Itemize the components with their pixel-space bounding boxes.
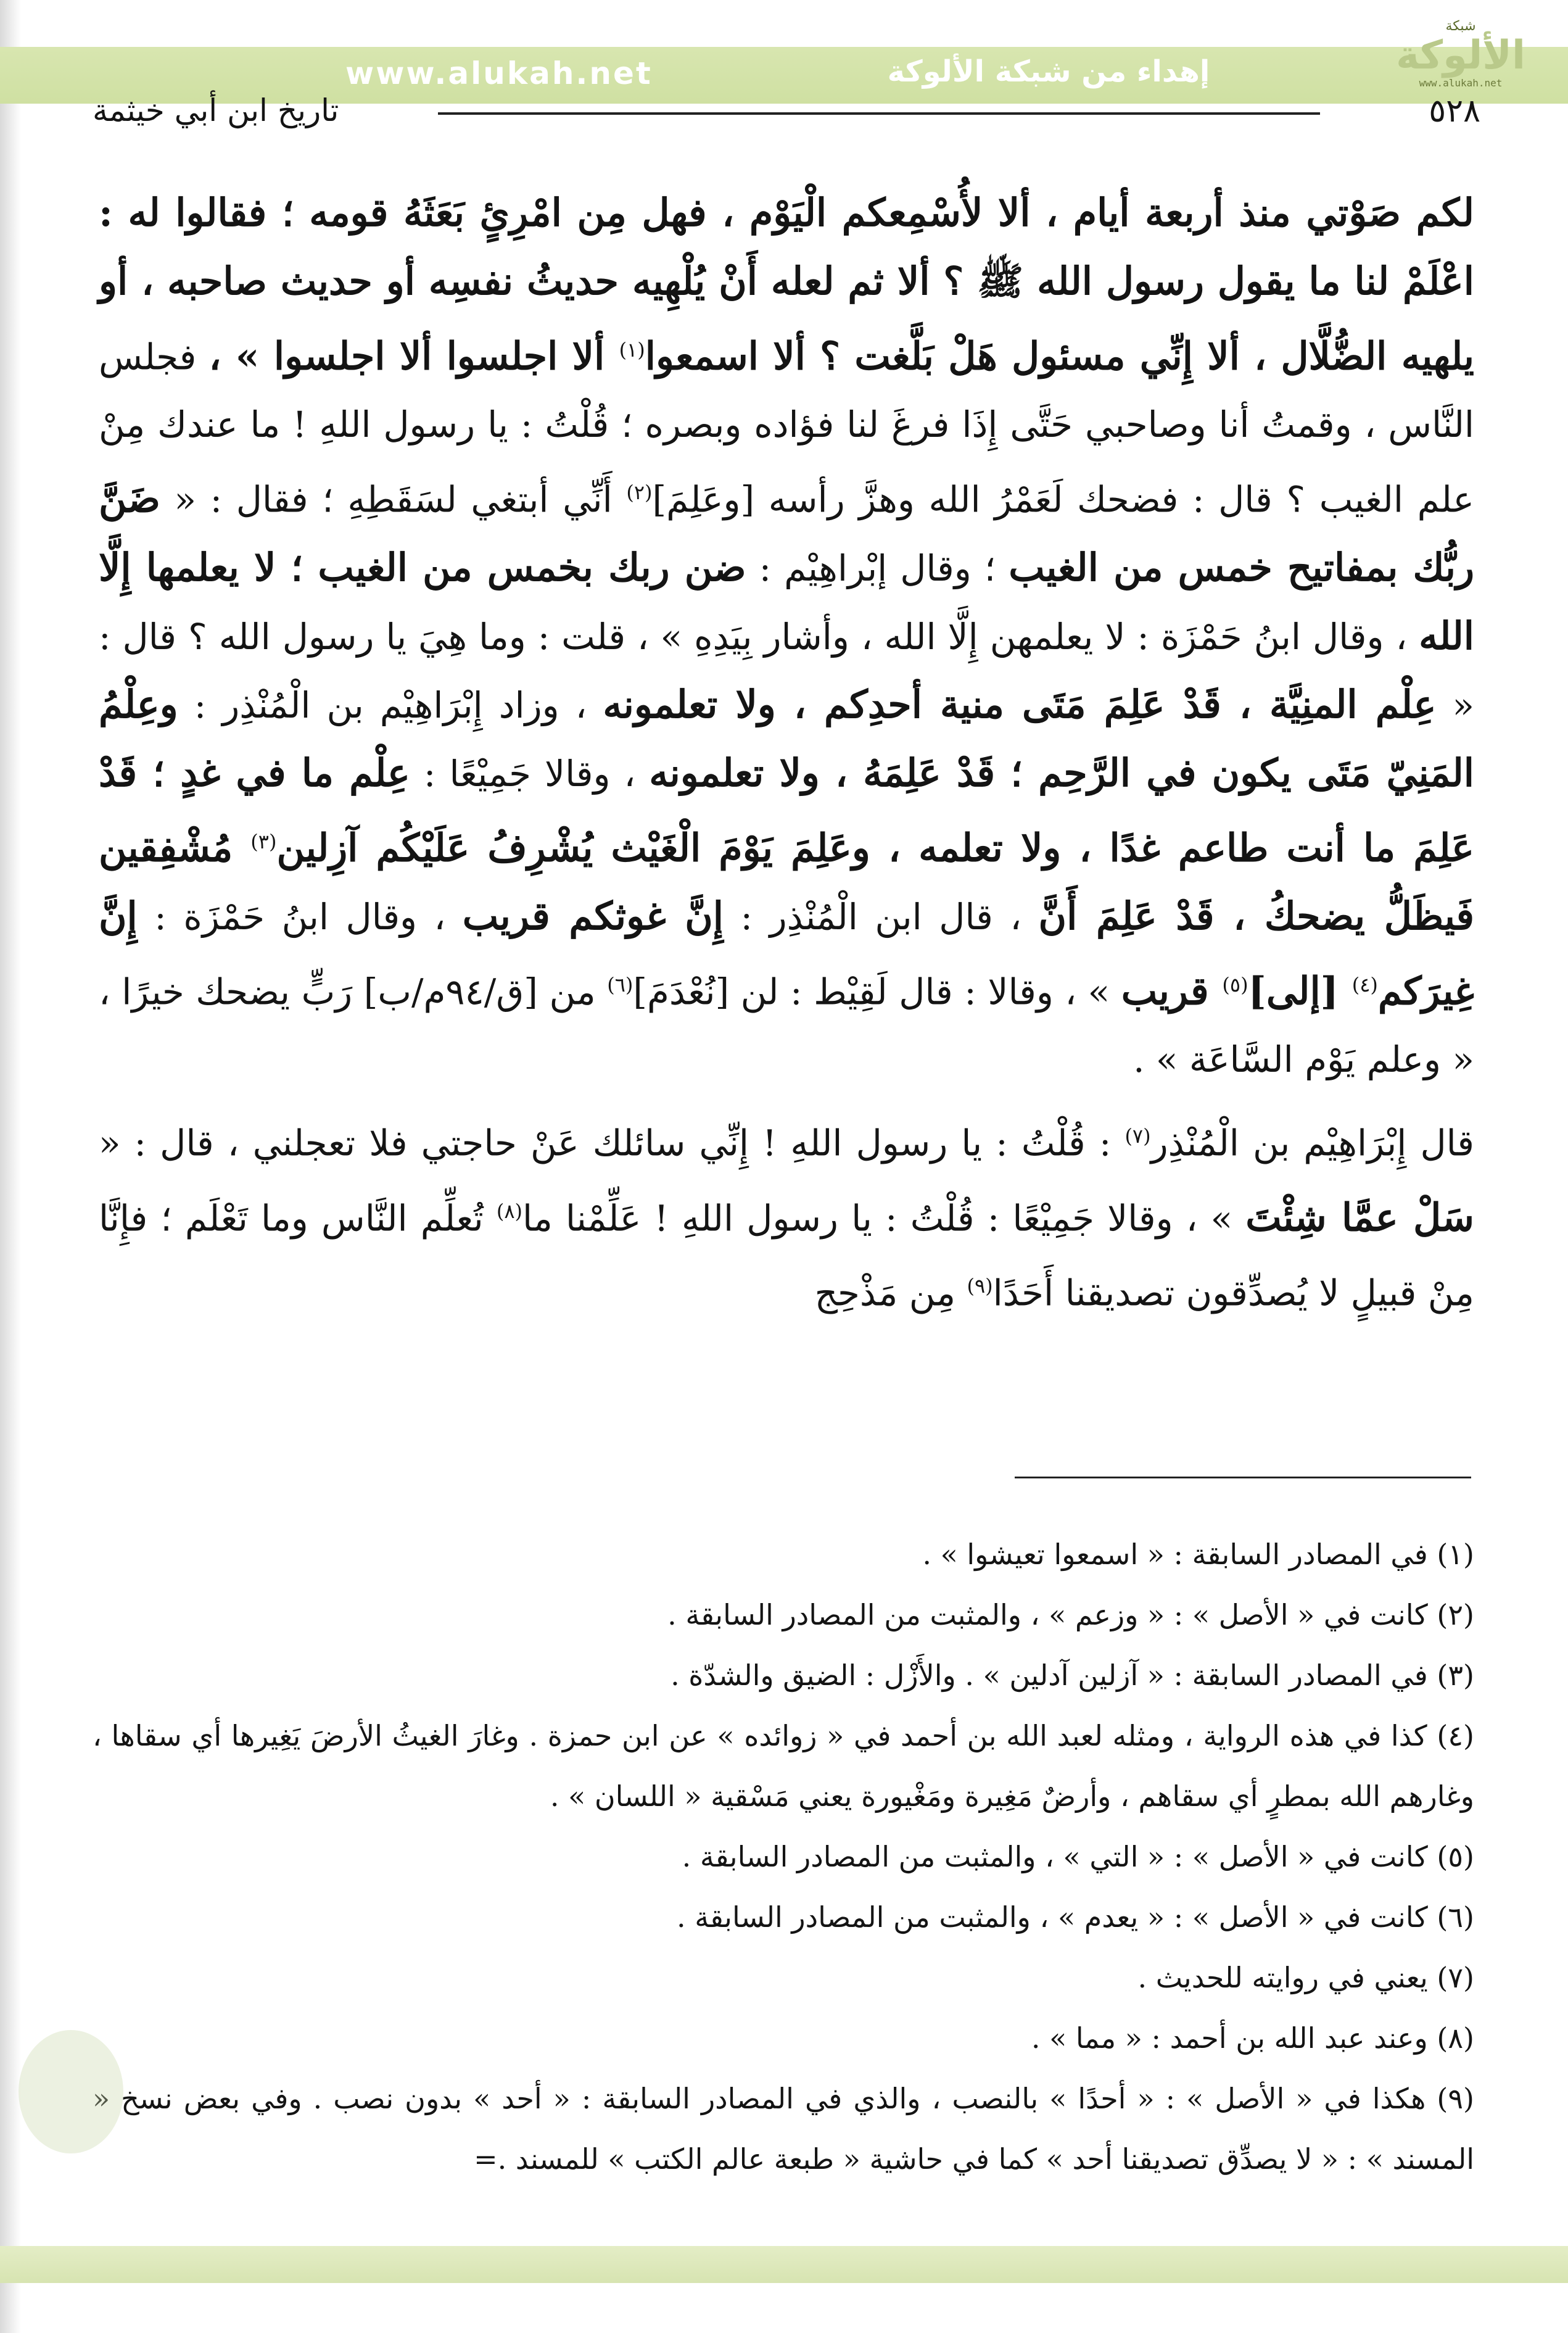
text-run: إِنَّ غوثكم قريب [462,893,724,939]
footnote-ref[interactable]: (٧) [1124,1124,1151,1148]
paragraph [99,1102,1474,1327]
text-run: ضن ربك بخمس من الغيب ؛ لا يعلمها إِلَّا الله [99,544,1474,658]
text-run: مُشْفِقين فَيظَلُّ يضحكُ ، قَدْ عَلِمَ أَنَّ [99,824,1474,939]
gift-text: إهداء من شبكة الألوكة [887,54,1210,89]
text-run: مِن مَذْحِج [814,1272,967,1314]
footnotes [93,1524,1474,2189]
footnote: (٦) كانت في « الأصل » : « يعدم » ، والمثبت من المصادر السابقة . [676,1900,1474,1934]
text-run: لكم صَوْتي منذ أربعة أيام ، ألا لأُسْمِعكم الْيَوْم ، فهل مِن امْرِئٍ بَعَثَهُ قومه ؛ فقالوا له : اعْلَمْ لنا ما يقول رسول الله ﷺ ؟ ألا ثم لعله أَنْ يُلْهِيه حديثُ نفسِه أو حديث صاحبه ، أو يلهيه الضُّلَّال ، ألا إِنِّي مسئول هَلْ بَلَّغت ؟ ألا اسمعوا [99,190,1474,379]
text-run: فجلس النَّاس ، وقمتُ أنا وصاحبي حَتَّى إِذَا فرغَ لنا فؤاده وبصره ؛ قُلْتُ : يا رسول اللهِ ! ما عندك مِنْ علم الغيب ؟ قال : فضحك لَعَمْرُ الله وهزَّ رأسه [وعَلِمَ] [99,336,1474,521]
footnote: (٣) في المصادر السابقة : « آزلين آدلين » . والأَزْل : الضيق والشدّة . [671,1659,1474,1692]
scan-shadow [0,0,21,2333]
text-run: : قُلْتُ : يا رسول اللهِ ! إِنِّي سائلك عَنْ حاجتي فلا تعجلني ، قال : « [99,1122,1125,1164]
text-run: ضَنَّ ربُّك بمفاتيح خمس من الغيب [99,476,1475,590]
text-run: قال إِبْرَاهِيْم بن الْمُنْذِر [1150,1122,1474,1164]
footnote-separator [1015,1477,1471,1478]
text-run: ألا اجلسوا ألا اجلسوا » ، [208,333,619,379]
text-run: ، قال ابن الْمُنْذِر : [724,895,1039,938]
footnote: (٧) يعني في روايته للحديث . [1137,1961,1474,1994]
text-run: » ، وقالا : قال لَقِيْط : لن [نُعْدَمَ] [633,971,1121,1013]
footnote: (١) في المصادر السابقة : « اسمعوا تعيشوا » . [922,1538,1474,1571]
running-head [93,93,1480,136]
footnote-ref[interactable]: (٣) [250,829,277,853]
text-run: [إلى] [1248,968,1352,1014]
page-number: ٥٢٨ [1429,93,1480,130]
logo-small-text: شبكة [1445,19,1476,34]
logo-url: www.alukah.net [1419,77,1503,89]
watermark-logo [19,2030,123,2153]
text-run: قريب [1121,968,1223,1014]
bottom-banner [0,2246,1568,2283]
paragraph [99,179,1474,1093]
footnote-ref[interactable]: (١) [619,338,645,362]
header-rule [438,112,1320,115]
footnote: (٥) كانت في « الأصل » : « التي » ، والمثبت من المصادر السابقة . [682,1840,1474,1873]
site-logo[interactable] [1368,19,1553,105]
footnote-ref[interactable]: (٥) [1222,972,1248,997]
text-run: ، وقالا جَمِيْعًا : [410,752,650,795]
footnote: (٢) كانت في « الأصل » : « وزعم » ، والمثبت من المصادر السابقة . [667,1598,1474,1631]
text-run: إِنَّ غِيرَكم [99,893,1474,1014]
footnote-ref[interactable]: (٩) [967,1274,993,1298]
site-url[interactable]: www.alukah.net [345,56,653,91]
footnote: (٨) وعند عبد الله بن أحمد : « مما » . [1031,2021,1474,2055]
main-text [99,179,1474,1327]
text-run: » ، وقالا جَمِيْعًا : قُلْتُ : يا رسول اللهِ ! عَلِّمْنا ما [522,1196,1246,1239]
footnote-ref[interactable]: (٦) [607,972,633,997]
book-title: تاريخ ابن أبي خيثمة [93,93,339,128]
footnote: (٤) كذا في هذه الرواية ، ومثله لعبد الله بن أحمد في « زوائده » عن ابن حمزة . وغارَ الغيثُ الأرضَ يَغِيرها أي سقاها ، وغارهم الله بمطرٍ أي سقاهم ، وأرضٌ مَغِيرة ومَغْيورة يعني مَسْقية « اللسان » . [93,1719,1474,1813]
footnote: (٩) هكذا في « الأصل » : « أحدًا » بالنصب ، والذي في المصادر السابقة : « أحد » بدون نصب . وفي بعض نسخ « المسند » : « لا يصدِّق تصديقنا أحد » كما في حاشية « طبعة عالم الكتب » للمسند .= [93,2082,1474,2176]
logo-name: الألوكة [1396,33,1525,78]
text-run: ، وقال ابنُ حَمْزَة : لا يعلمهن إِلَّا الله ، وأشار بِيَدِهِ » ، قلت : وما هِيَ يا رسول الله ؟ قال : « [99,615,1475,726]
text-run: من [ق/٩٤م/ب] رَبٍّ يضحك خيرًا ، « وعلم يَوْم السَّاعَة » . [99,971,1474,1081]
text-run: وعِلْمُ المَنِيّ مَتَى يكون في الرَّحِم ؛ قَدْ عَلِمَهُ ، ولا تعلمونه [99,681,1475,795]
footnote-ref[interactable]: (٤) [1351,972,1378,997]
text-run: عِلْم المنِيَّة ، قَدْ عَلِمَ مَتَى منية أحدِكم ، ولا تعلمونه [603,681,1437,727]
text-run: عِلْم ما في غدٍ ؛ قَدْ عَلِمَ ما أنت طاعم غدًا ، ولا تعلمه ، وعَلِمَ يَوْمَ الْغَيْث يُشْرِفُ عَلَيْكُم آزِلين [99,750,1474,870]
footnote-ref[interactable]: (٨) [496,1199,523,1223]
text-run: تُعلِّم النَّاس وما تَعْلَم ؛ فإِنَّا مِنْ قبيلٍ لا يُصدِّقون تصديقنا أَحَدًا [99,1196,1474,1314]
text-run: سَلْ عمَّا شِئْتَ [1245,1194,1474,1240]
text-run: ، وزاد إِبْرَاهِيْم بن الْمُنْذِر : [178,684,603,726]
text-run: ، وقال ابنُ حَمْزَة : [137,895,463,938]
text-run: أَنِّي أبتغي لسَقَطِهِ ؛ فقال : « [160,478,627,521]
text-run: ؛ وقال إبْراهِيْم : [746,547,1009,589]
footnote-ref[interactable]: (٢) [626,481,653,505]
